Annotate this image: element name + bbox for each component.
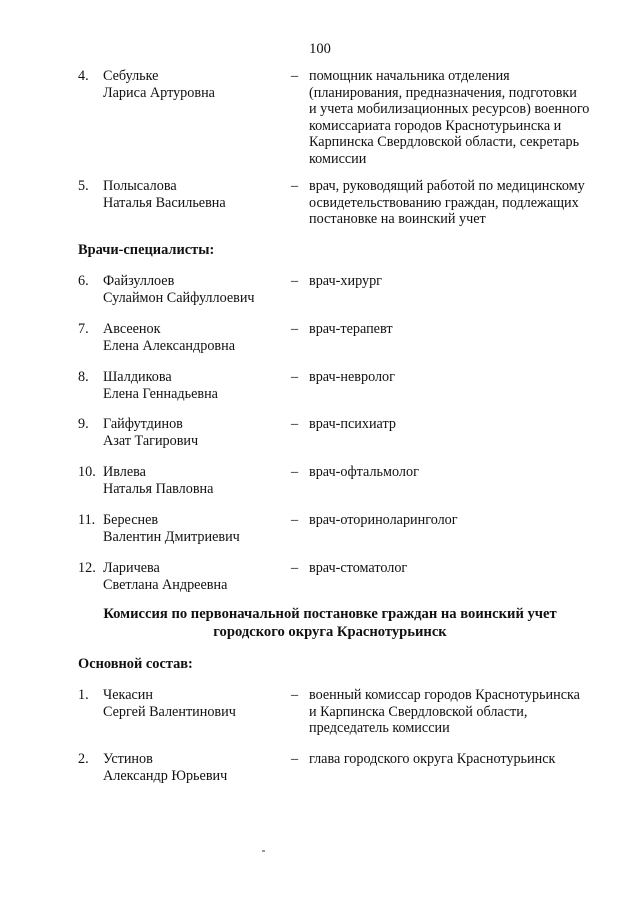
role-line: врач-оториноларинголог [309, 512, 458, 528]
member-number: 10. [78, 464, 96, 480]
dash: – [291, 751, 299, 767]
member-number: 12. [78, 560, 96, 576]
dash: – [291, 464, 299, 480]
member-name [103, 512, 288, 545]
role-line: врач-стоматолог [309, 560, 408, 576]
dash: – [291, 321, 299, 337]
member-given-names: Елена Александровна [103, 337, 235, 354]
member-given-names: Александр Юрьевич [103, 767, 228, 784]
role-line: врач-невролог [309, 369, 395, 385]
member-name [103, 321, 288, 354]
member-name [103, 464, 288, 497]
role-line: глава городского округа Краснотурьинск [309, 751, 556, 767]
member-surname: Полысалова [103, 178, 177, 194]
role-line: комиссариата городов Краснотурьинска и [309, 117, 562, 134]
member-given-names: Валентин Дмитриевич [103, 528, 240, 545]
member-role [309, 416, 614, 433]
role-line: помощник начальника отделения [309, 68, 510, 84]
role-line: и Карпинска Свердловской области, [309, 703, 528, 720]
member-number: 8. [78, 369, 89, 385]
role-line: председатель комиссии [309, 720, 450, 736]
member-role [309, 687, 614, 737]
role-line: комиссии [309, 150, 367, 167]
specialists-heading: Врачи-специалисты: [78, 242, 215, 258]
member-number: 1. [78, 687, 89, 703]
dash: – [291, 68, 299, 84]
member-role [309, 68, 614, 167]
page-number: 100 [309, 41, 331, 57]
member-name [103, 416, 288, 449]
member-surname: Авсеенок [103, 321, 161, 337]
member-surname: Ларичева [103, 560, 160, 576]
member-number: 2. [78, 751, 89, 767]
member-name [103, 178, 288, 211]
role-line: врач-терапевт [309, 321, 393, 337]
role-line: и учета мобилизационных ресурсов) военного [309, 101, 590, 117]
member-name [103, 751, 288, 784]
role-line: (планирования, предназначения, подготовки [309, 84, 577, 101]
member-given-names: Сергей Валентинович [103, 703, 236, 720]
dash: – [291, 512, 299, 528]
member-surname: Гайфутдинов [103, 416, 183, 432]
member-surname: Шалдикова [103, 369, 172, 385]
member-given-names: Сулаймон Сайфуллоевич [103, 289, 255, 306]
member-role [309, 464, 614, 481]
member-given-names: Наталья Васильевна [103, 194, 226, 211]
member-role [309, 321, 614, 338]
role-line: врач, руководящий работой по медицинскому [309, 178, 585, 194]
member-name [103, 68, 288, 101]
role-line: освидетельствованию граждан, подлежащих [309, 194, 579, 211]
commission-title-line: городского округа Краснотурьинск [213, 624, 447, 640]
role-line: Карпинска Свердловской области, секретарь [309, 134, 580, 150]
scan-speck [262, 850, 265, 852]
dash: – [291, 416, 299, 432]
member-number: 11. [78, 512, 96, 528]
member-surname: Файзуллоев [103, 273, 175, 289]
role-line: военный комиссар городов Краснотурьинска [309, 687, 580, 703]
member-name [103, 560, 288, 593]
member-role [309, 751, 614, 768]
member-role [309, 178, 614, 228]
member-role [309, 560, 614, 577]
member-given-names: Елена Геннадьевна [103, 385, 218, 402]
member-role [309, 512, 614, 529]
main-composition-heading: Основной состав: [78, 656, 193, 672]
member-surname: Ивлева [103, 464, 146, 480]
role-line: врач-хирург [309, 273, 382, 289]
member-number: 9. [78, 416, 89, 432]
dash: – [291, 178, 299, 194]
dash: – [291, 687, 299, 703]
role-line: постановке на воинский учет [309, 211, 486, 227]
member-given-names: Лариса Артуровна [103, 84, 215, 101]
member-name [103, 369, 288, 402]
member-number: 6. [78, 273, 89, 289]
member-name [103, 273, 288, 306]
commission-title-line: Комиссия по первоначальной постановке граждан на воинский учет [103, 606, 557, 622]
role-line: врач-офтальмолог [309, 464, 419, 480]
member-role [309, 369, 614, 386]
member-given-names: Азат Тагирович [103, 432, 199, 449]
role-line: врач-психиатр [309, 416, 396, 432]
member-name [103, 687, 288, 720]
member-surname: Себульке [103, 68, 159, 84]
member-role [309, 273, 614, 290]
commission-title [60, 605, 600, 641]
member-surname: Береснев [103, 512, 159, 528]
member-surname: Чекасин [103, 687, 153, 703]
member-number: 4. [78, 68, 89, 84]
dash: – [291, 369, 299, 385]
dash: – [291, 273, 299, 289]
member-number: 7. [78, 321, 89, 337]
member-given-names: Наталья Павловна [103, 480, 214, 497]
member-surname: Устинов [103, 751, 153, 767]
dash: – [291, 560, 299, 576]
member-number: 5. [78, 178, 89, 194]
member-given-names: Светлана Андреевна [103, 576, 228, 593]
